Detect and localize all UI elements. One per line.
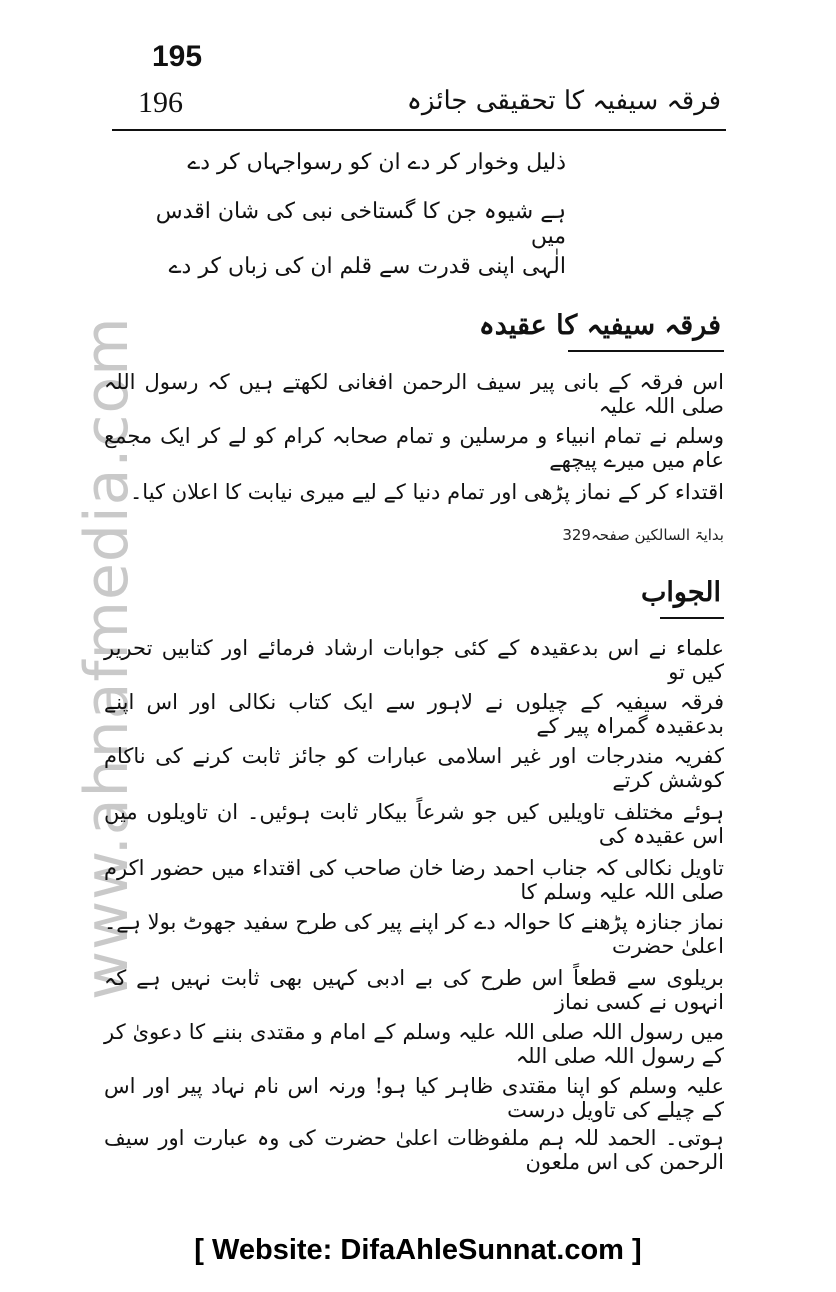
paragraph-line: میں رسول اللہ صلی اللہ علیہ وسلم کے امام و مقتدی بننے کا دعویٰ کر کے رسول اللہ صلی اللہ [104, 1020, 724, 1068]
reference-citation: بدایۃ السالکین صفحہ329 [562, 526, 724, 544]
paragraph-line: وسلم نے تمام انبیاء و مرسلین و تمام صحابہ کرام کو لے کر ایک مجمع عام میں میرے پیچھے [104, 424, 724, 472]
paragraph-line: اس فرقہ کے بانی پیر سیف الرحمن افغانی لکھتے ہیں کہ رسول اللہ صلی اللہ علیہ [104, 370, 724, 418]
page-number-original: 196 [138, 86, 183, 119]
section-heading-belief: فرقہ سیفیہ کا عقیدہ [478, 310, 721, 341]
paragraph-line: بریلوی سے قطعاً اس طرح کی بے ادبی کہیں بھی ثابت نہیں ہے کہ انہوں نے کسی نماز [104, 966, 724, 1014]
poetry-line: ذلیل وخوار کر دے ان کو رسواجہاں کر دے [187, 150, 566, 175]
heading-underline [660, 617, 724, 619]
running-header-title: فرقہ سیفیہ کا تحقیقی جائزہ [406, 86, 721, 116]
poetry-line: ہے شیوہ جن کا گستاخی نبی کی شان اقدس میں [155, 199, 566, 249]
watermark: www.ahnafmedia.com [72, 316, 142, 1000]
paragraph-line: اقتداء کر کے نماز پڑھی اور تمام دنیا کے لیے میری نیابت کا اعلان کیا۔ [130, 480, 724, 504]
paragraph-line: کفریہ مندرجات اور غیر اسلامی عبارات کو جائز ثابت کرنے کی ناکام کوشش کرتے [104, 744, 724, 792]
section-heading-answer: الجواب [640, 577, 721, 608]
paragraph-line: علیہ وسلم کو اپنا مقتدی ظاہر کیا ہو! ورنہ اس نام نہاد پیر اور اس کے چیلے کی تاویل درست [104, 1074, 724, 1122]
paragraph-line: ہوتی۔ الحمد للہ ہم ملفوظات اعلیٰ حضرت کی وہ عبارت اور سیف الرحمن کی اس ملعون [104, 1126, 724, 1174]
header-divider [112, 129, 726, 131]
paragraph-line: فرقہ سیفیہ کے چیلوں نے لاہور سے ایک کتاب نکالی اور اس اپنے بدعقیدہ گمراہ پیر کے [104, 690, 724, 738]
paragraph-line: ہوئے مختلف تاویلیں کیں جو شرعاً بیکار ثابت ہوئیں۔ ان تاویلوں میں اس عقیدہ کی [104, 800, 724, 848]
paragraph-line: علماء نے اس بدعقیدہ کے کئی جوابات ارشاد فرمائے اور کتابیں تحریر کیں تو [104, 636, 724, 684]
poetry-line: الٰہی اپنی قدرت سے قلم ان کی زباں کر دے [168, 254, 566, 279]
page-number-bold: 195 [152, 40, 203, 73]
paragraph-line: نماز جنازہ پڑھنے کا حوالہ دے کر اپنے پیر کی طرح سفید جھوٹ بولا ہے۔ اعلیٰ حضرت [104, 910, 724, 958]
heading-underline [568, 350, 724, 352]
website-footer: [ Website: DifaAhleSunnat.com ] [194, 1234, 642, 1266]
paragraph-line: تاویل نکالی کہ جناب احمد رضا خان صاحب کی اقتداء میں حضور اکرم صلی اللہ علیہ وسلم کا [104, 856, 724, 904]
